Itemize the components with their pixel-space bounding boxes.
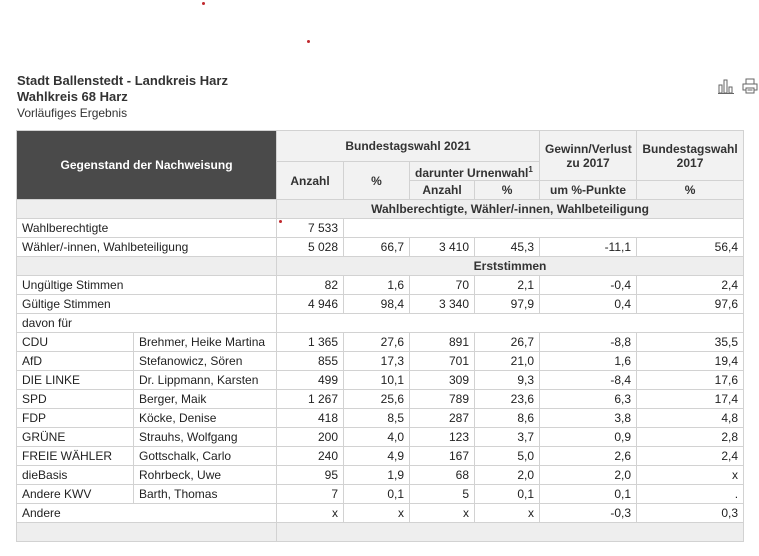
bar-chart-icon[interactable] xyxy=(718,78,734,94)
cell-urne-percent: 3,7 xyxy=(475,428,540,447)
cell-urne-anzahl: 701 xyxy=(410,352,475,371)
row-label: Wähler/-innen, Wahlbeteiligung xyxy=(17,238,277,257)
cell-anzahl: x xyxy=(277,504,344,523)
cell-urne-anzahl: 123 xyxy=(410,428,475,447)
cell-percent: 4,0 xyxy=(344,428,410,447)
header-urnenwahl: darunter Urnenwahl$^1$ xyxy=(410,162,540,181)
cell-candidate: Stefanowicz, Sören xyxy=(134,352,277,371)
cell-urne-percent: 0,1 xyxy=(475,485,540,504)
cell-party: FDP xyxy=(17,409,134,428)
result-status: Vorläufiges Ergebnis xyxy=(17,106,128,120)
cell-percent: 1,9 xyxy=(344,466,410,485)
cell-diff: 1,6 xyxy=(540,352,637,371)
cell-urne-percent: 2,0 xyxy=(475,466,540,485)
table-row xyxy=(17,333,744,352)
cell-urne-percent: 2,1 xyxy=(475,276,540,295)
table-row xyxy=(17,238,744,257)
cell-urne-percent: 9,3 xyxy=(475,371,540,390)
cell-urne-anzahl: 891 xyxy=(410,333,475,352)
cell-2017: 19,4 xyxy=(637,352,744,371)
decor-dot xyxy=(307,40,310,43)
section-blank xyxy=(17,200,277,219)
cell-anzahl: 418 xyxy=(277,409,344,428)
cell-anzahl: 1 365 xyxy=(277,333,344,352)
cell-percent: 0,1 xyxy=(344,485,410,504)
cell-empty xyxy=(344,219,744,238)
cell-diff: -0,4 xyxy=(540,276,637,295)
cell-diff: 3,8 xyxy=(540,409,637,428)
cell-2017: 17,4 xyxy=(637,390,744,409)
table-row xyxy=(17,390,744,409)
cell-anzahl: 95 xyxy=(277,466,344,485)
cell-2017: 97,6 xyxy=(637,295,744,314)
header-2017-percent: % xyxy=(637,181,744,200)
section-blank xyxy=(17,257,277,276)
cell-party: dieBasis xyxy=(17,466,134,485)
cell-urne-percent: 23,6 xyxy=(475,390,540,409)
row-label: Ungültige Stimmen xyxy=(17,276,277,295)
cell-urne-anzahl: 309 xyxy=(410,371,475,390)
cell-party: FREIE WÄHLER xyxy=(17,447,134,466)
cell-2017: 0,3 xyxy=(637,504,744,523)
cell-party: Andere KWV xyxy=(17,485,134,504)
cell-percent: 98,4 xyxy=(344,295,410,314)
toolbar xyxy=(718,78,758,94)
cell-urne-anzahl: 3 410 xyxy=(410,238,475,257)
table-row xyxy=(17,447,744,466)
cell-candidate: Brehmer, Heike Martina xyxy=(134,333,277,352)
table-row xyxy=(17,504,744,523)
cell-candidate: Köcke, Denise xyxy=(134,409,277,428)
cell-urne-percent: 5,0 xyxy=(475,447,540,466)
cell-urne-percent: x xyxy=(475,504,540,523)
table-row xyxy=(17,371,744,390)
cell-urne-anzahl: 789 xyxy=(410,390,475,409)
table-row xyxy=(17,409,744,428)
cell-2017: 17,6 xyxy=(637,371,744,390)
cell-candidate: Gottschalk, Carlo xyxy=(134,447,277,466)
header-btw2017: Bundestagswahl 2017 xyxy=(637,131,744,181)
cell-anzahl: 499 xyxy=(277,371,344,390)
table-row xyxy=(17,276,744,295)
cell-urne-anzahl: 3 340 xyxy=(410,295,475,314)
cell-2017: 4,8 xyxy=(637,409,744,428)
cell-empty xyxy=(17,523,277,542)
cell-diff: 6,3 xyxy=(540,390,637,409)
cell-party: DIE LINKE xyxy=(17,371,134,390)
cell-anzahl: 240 xyxy=(277,447,344,466)
cell-urne-anzahl: 70 xyxy=(410,276,475,295)
cell-percent: 1,6 xyxy=(344,276,410,295)
cell-2017: x xyxy=(637,466,744,485)
section-erststimmen: Erststimmen xyxy=(277,257,744,276)
cell-diff: 0,1 xyxy=(540,485,637,504)
cell-anzahl: 1 267 xyxy=(277,390,344,409)
cell-anzahl: 7 xyxy=(277,485,344,504)
page-title: Stadt Ballenstedt - Landkreis Harz xyxy=(17,73,228,88)
cell-empty xyxy=(277,314,744,333)
table-row-empty xyxy=(17,523,744,542)
table-row xyxy=(17,428,744,447)
cell-diff: 0,4 xyxy=(540,295,637,314)
cell-diff: 0,9 xyxy=(540,428,637,447)
cell-party: SPD xyxy=(17,390,134,409)
cell-2017: 2,4 xyxy=(637,447,744,466)
cell-empty xyxy=(277,523,744,542)
cell-candidate: Strauhs, Wolfgang xyxy=(134,428,277,447)
header-urne-percent: % xyxy=(475,181,540,200)
cell-anzahl: 82 xyxy=(277,276,344,295)
cell-candidate: Dr. Lippmann, Karsten xyxy=(134,371,277,390)
decor-dot xyxy=(279,220,282,223)
cell-anzahl: 4 946 xyxy=(277,295,344,314)
cell-anzahl: 7 533 xyxy=(277,219,344,238)
cell-urne-percent: 21,0 xyxy=(475,352,540,371)
decor-dot xyxy=(202,2,205,5)
cell-diff: -0,3 xyxy=(540,504,637,523)
section-wahlbeteiligung: Wahlberechtigte, Wähler/-innen, Wahlbeteiligung xyxy=(277,200,744,219)
cell-percent: 66,7 xyxy=(344,238,410,257)
corner-header: Gegenstand der Nachweisung xyxy=(17,131,277,200)
header-btw2021: Bundestagswahl 2021 xyxy=(277,131,540,162)
cell-party: GRÜNE xyxy=(17,428,134,447)
cell-anzahl: 5 028 xyxy=(277,238,344,257)
cell-diff: 2,6 xyxy=(540,447,637,466)
cell-candidate: Rohrbeck, Uwe xyxy=(134,466,277,485)
header-gewinn-verlust: Gewinn/Verlust zu 2017 xyxy=(540,131,637,181)
cell-urne-anzahl: 167 xyxy=(410,447,475,466)
cell-urne-percent: 45,3 xyxy=(475,238,540,257)
cell-2017: . xyxy=(637,485,744,504)
cell-urne-percent: 8,6 xyxy=(475,409,540,428)
cell-party: AfD xyxy=(17,352,134,371)
page-title-district: Wahlkreis 68 Harz xyxy=(17,89,128,104)
table-row xyxy=(17,295,744,314)
row-label: Andere xyxy=(17,504,277,523)
cell-percent: 8,5 xyxy=(344,409,410,428)
cell-diff: -11,1 xyxy=(540,238,637,257)
header-urne-anzahl: Anzahl xyxy=(410,181,475,200)
table-row xyxy=(17,219,744,238)
table-row xyxy=(17,485,744,504)
cell-party: CDU xyxy=(17,333,134,352)
row-label: Wahlberechtigte xyxy=(17,219,277,238)
table-row xyxy=(17,352,744,371)
header-punkte: um %-Punkte xyxy=(540,181,637,200)
cell-urne-anzahl: x xyxy=(410,504,475,523)
table-row xyxy=(17,314,744,333)
cell-2017: 2,4 xyxy=(637,276,744,295)
cell-percent: 4,9 xyxy=(344,447,410,466)
cell-urne-anzahl: 5 xyxy=(410,485,475,504)
cell-diff: -8,8 xyxy=(540,333,637,352)
cell-diff: 2,0 xyxy=(540,466,637,485)
header-anzahl: Anzahl xyxy=(277,162,344,200)
cell-urne-percent: 97,9 xyxy=(475,295,540,314)
cell-urne-anzahl: 287 xyxy=(410,409,475,428)
page-header xyxy=(17,73,228,121)
table-row xyxy=(17,466,744,485)
cell-anzahl: 855 xyxy=(277,352,344,371)
results-table xyxy=(16,130,744,542)
cell-anzahl: 200 xyxy=(277,428,344,447)
row-label: Gültige Stimmen xyxy=(17,295,277,314)
cell-percent: 25,6 xyxy=(344,390,410,409)
cell-2017: 35,5 xyxy=(637,333,744,352)
cell-diff: -8,4 xyxy=(540,371,637,390)
cell-percent: 27,6 xyxy=(344,333,410,352)
cell-urne-anzahl: 68 xyxy=(410,466,475,485)
cell-candidate: Berger, Maik xyxy=(134,390,277,409)
cell-2017: 56,4 xyxy=(637,238,744,257)
cell-percent: x xyxy=(344,504,410,523)
cell-candidate: Barth, Thomas xyxy=(134,485,277,504)
header-percent: % xyxy=(344,162,410,200)
cell-percent: 10,1 xyxy=(344,371,410,390)
cell-urne-percent: 26,7 xyxy=(475,333,540,352)
cell-2017: 2,8 xyxy=(637,428,744,447)
row-label-davon: davon für xyxy=(17,314,277,333)
print-icon[interactable] xyxy=(742,78,758,94)
party-rows xyxy=(17,333,744,504)
cell-percent: 17,3 xyxy=(344,352,410,371)
